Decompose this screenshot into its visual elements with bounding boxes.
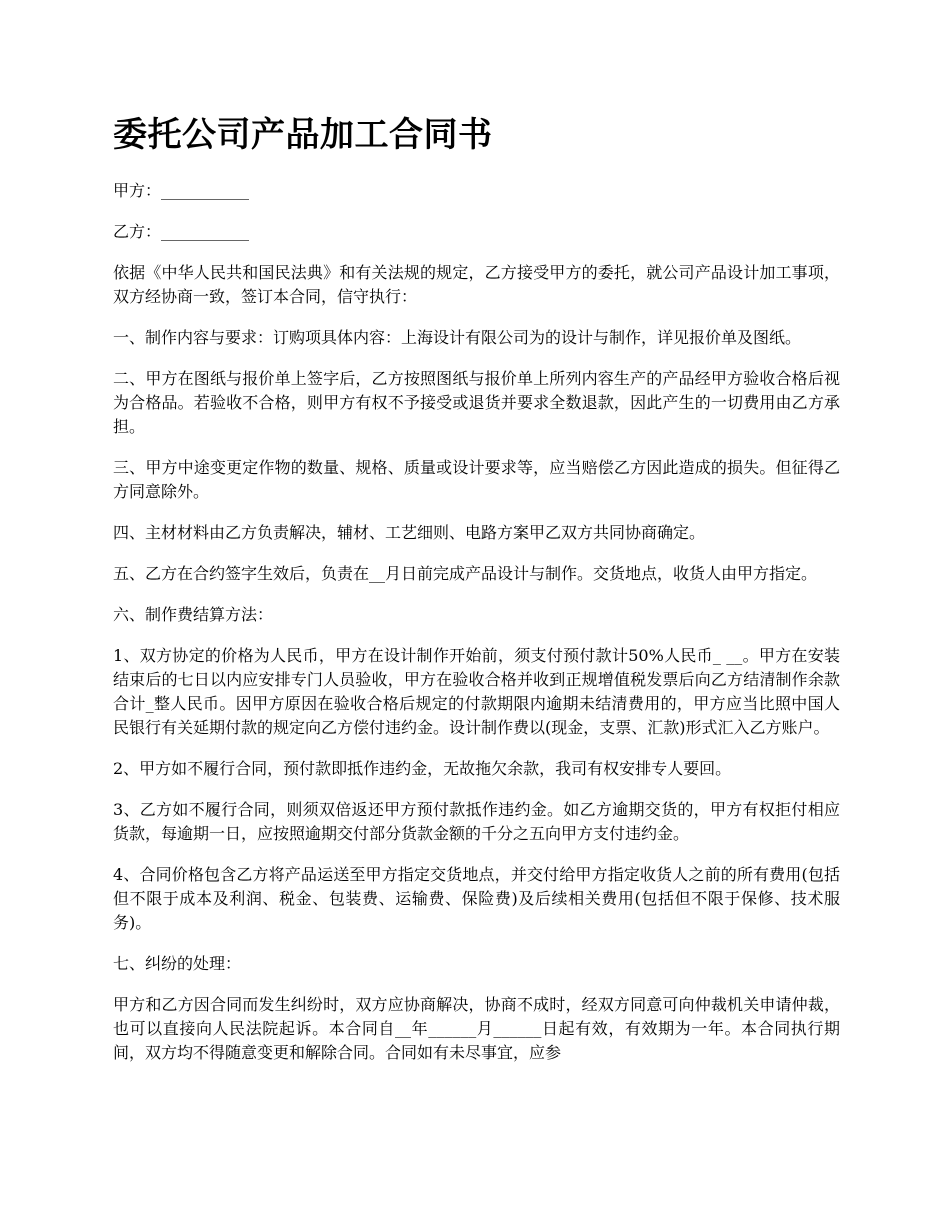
party-b-line: 乙方：___________	[113, 222, 250, 241]
clause-7-disputes: 甲方和乙方因合同而发生纠纷时，双方应协商解决，协商不成时，经双方同意可向仲裁机关申请仲裁，也可以直接向人民法院起诉。本合同自__年______月______日起有效，有效期为一年。本合同执行期间，双方均不得随意变更和解除合同。合同如有未尽事宜，应参	[113, 995, 840, 1062]
clause-7-heading: 七、纠纷的处理：	[113, 954, 242, 973]
clause-2-acceptance: 二、甲方在图纸与报价单上签字后，乙方按照图纸与报价单上所列内容生产的产品经甲方验收合格后视为合格品。若验收不合格，则甲方有权不予接受或退货并要求全数退款，因此产生的一切费用由乙方承担。	[113, 369, 840, 436]
clause-6-item-3: 3、乙方如不履行合同，则须双倍返还甲方预付款抵作违约金。如乙方逾期交货的，甲方有权拒付相应货款，每逾期一日，应按照逾期交付部分货款金额的千分之五向甲方支付违约金。	[113, 800, 840, 843]
clause-5-delivery: 五、乙方在合约签字生效后，负责在__月日前完成产品设计与制作。交货地点，收货人由甲方指定。	[113, 564, 818, 583]
clause-6-item-1: 1、双方协定的价格为人民币，甲方在设计制作开始前，须支付预付款计50%人民币_ __。甲方在安装结束后的七日以内应安排专门人员验收，甲方在验收合格并收到正规增值税发票后向乙方结清制作余款合计_整人民币。因甲方原因在验收合格后规定的付款期限内逾期未结清费用的，甲方应当比照中国人民银行有关延期付款的规定向乙方偿付违约金。设计制作费以(现金，支票、汇款)形式汇入乙方账户。	[113, 646, 840, 737]
clause-3-changes: 三、甲方中途变更定作物的数量、规格、质量或设计要求等，应当赔偿乙方因此造成的损失。但征得乙方同意除外。	[113, 458, 840, 501]
clause-4-materials: 四、主材材料由乙方负责解决，辅材、工艺细则、电路方案甲乙双方共同协商确定。	[113, 523, 706, 542]
party-a-line: 甲方：___________	[113, 181, 250, 200]
document-title: 委托公司产品加工合同书	[113, 115, 493, 155]
clause-6-item-4: 4、合同价格包含乙方将产品运送至甲方指定交货地点，并交付给甲方指定收货人之前的所有费用(包括但不限于成本及利润、税金、包装费、运输费、保险费)及后续相关费用(包括但不限于保修、技术服务)。	[113, 865, 840, 932]
clause-6-item-2: 2、甲方如不履行合同，预付款即抵作违约金，无故拖欠余款，我司有权安排专人要回。	[113, 759, 732, 778]
document-page	[113, 108, 840, 1082]
clause-6-heading: 六、制作费结算方法：	[113, 605, 274, 624]
clause-1-content-requirements: 一、制作内容与要求：订购项具体内容：上海设计有限公司为的设计与制作，详见报价单及图纸。	[113, 328, 802, 347]
preamble-paragraph: 依据《中华人民共和国民法典》和有关法规的规定，乙方接受甲方的委托，就公司产品设计加工事项，双方经协商一致，签订本合同，信守执行：	[113, 263, 840, 306]
